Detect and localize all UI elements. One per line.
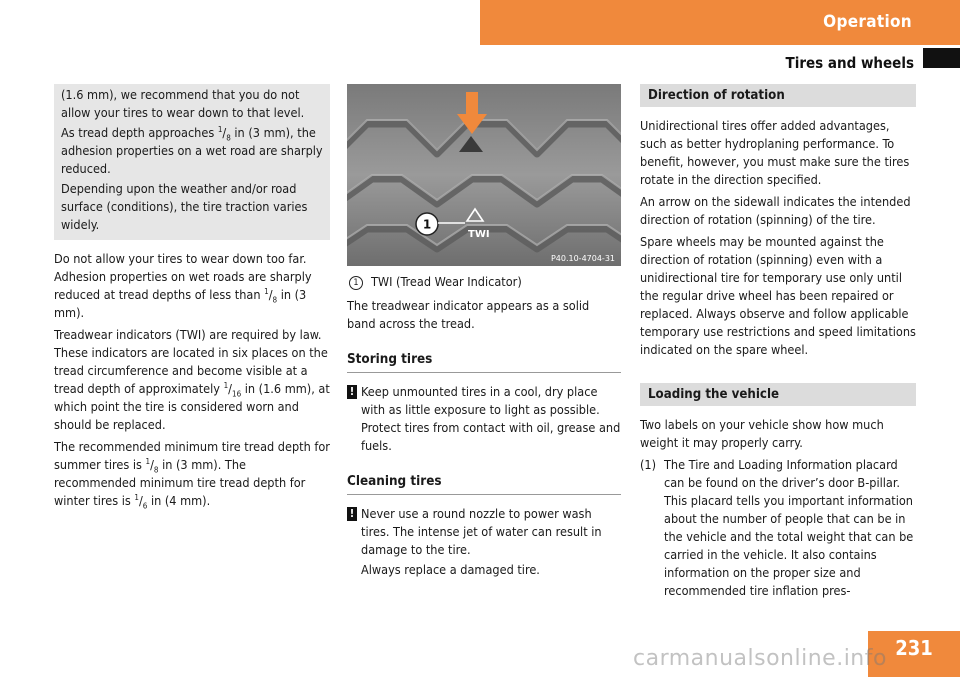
image-reference: P40.10-4704-31 <box>550 254 615 263</box>
note-p1: (1.6 mm), we recommend that you do not allow your tires to wear down to that level. <box>61 87 305 120</box>
section-title: Operation <box>823 12 912 32</box>
loading-p1: Two labels on your vehicle show how much weight it may properly carry. <box>640 417 884 450</box>
body-p2: Treadwear indicators (TWI) are required by law. These indicators are located in six places on the tread circumference and become visible at a tread depth of approximately $^1/_{16}$ in (1.6 mm), at which point the tire is considered worn and should be replaced. <box>54 327 330 432</box>
column-3 <box>640 84 916 600</box>
image-twi-label: TWI <box>468 229 490 240</box>
storing-warning-text: Keep unmounted tires in a cool, dry place with as little exposure to light as possible. Protect tires from contact with oil, grease and fuels. <box>361 384 621 453</box>
loading-heading: Loading the vehicle <box>640 383 916 406</box>
note-p2: As tread depth approaches $^1/_8$ in (3 mm), the adhesion properties on a wet road are sharply reduced. <box>61 124 323 176</box>
storing-heading: Storing tires <box>347 351 621 373</box>
header-marker <box>923 48 960 68</box>
note-p3: Depending upon the weather and/or road surface (conditions), the tire traction varies widely. <box>61 181 308 232</box>
twi-paragraph: The treadwear indicator appears as a solid band across the tread. <box>347 298 590 331</box>
image-callout-number: 1 <box>422 217 432 232</box>
page-subtitle: Tires and wheels <box>785 54 914 72</box>
cleaning-warning-text: Never use a round nozzle to power wash tires. The intense jet of water can result in damage to the tire. <box>361 506 602 557</box>
loading-list-item-1 <box>640 456 916 600</box>
tire-tread-illustration <box>347 84 621 266</box>
image-caption <box>347 273 621 291</box>
rotation-p1: Unidirectional tires offer added advantages, such as better hydroplaning performance. To benefit, however, you must make sure the tires rotate in the direction specified. <box>640 118 910 187</box>
column-2 <box>347 84 621 583</box>
cleaning-heading: Cleaning tires <box>347 473 621 495</box>
note-box <box>54 84 330 240</box>
caption-number: 1 <box>349 276 363 290</box>
body-p3: The recommended minimum tire tread depth for summer tires is $^1/_8$ in (3 mm). The recommended minimum tire tread depth for winter tires is $^1/_6$ in (4 mm). <box>54 439 330 511</box>
watermark: carmanualsonline.info <box>633 646 887 671</box>
rotation-p3: Spare wheels may be mounted against the direction of rotation (spinning) even with a unidirectional tire for temporary use only until the regular drive wheel has been repaired or replaced. Always observe and follow applicable temporary use restrictions and speed limitations indicated on the spare wheel. <box>640 234 916 357</box>
cleaning-warning <box>347 505 621 559</box>
warning-icon: ! <box>347 385 357 399</box>
list-number: (1) <box>640 457 657 472</box>
body-p1: Do not allow your tires to wear down too far. Adhesion properties on wet roads are sharply reduced at tread depths of less than $^1/_8$ in (3 mm). <box>54 251 312 320</box>
rotation-p2: An arrow on the sidewall indicates the intended direction of rotation (spinning) of the tire. <box>640 194 911 227</box>
column-1 <box>54 84 330 514</box>
list-item-text: The Tire and Loading Information placard can be found on the driver’s door B-pillar. This placard tells you important information about the number of people that can be in the vehicle and the total weight that can be carried in the vehicle. It also contains information on the proper size and recommended tire inflation pres- <box>664 457 914 598</box>
cleaning-paragraph: Always replace a damaged tire. <box>361 562 540 577</box>
caption-text: TWI (Tread Wear Indicator) <box>371 274 522 289</box>
page-number: 231 <box>868 631 960 677</box>
rotation-heading: Direction of rotation <box>640 84 916 107</box>
warning-icon: ! <box>347 507 357 521</box>
storing-warning <box>347 383 621 455</box>
